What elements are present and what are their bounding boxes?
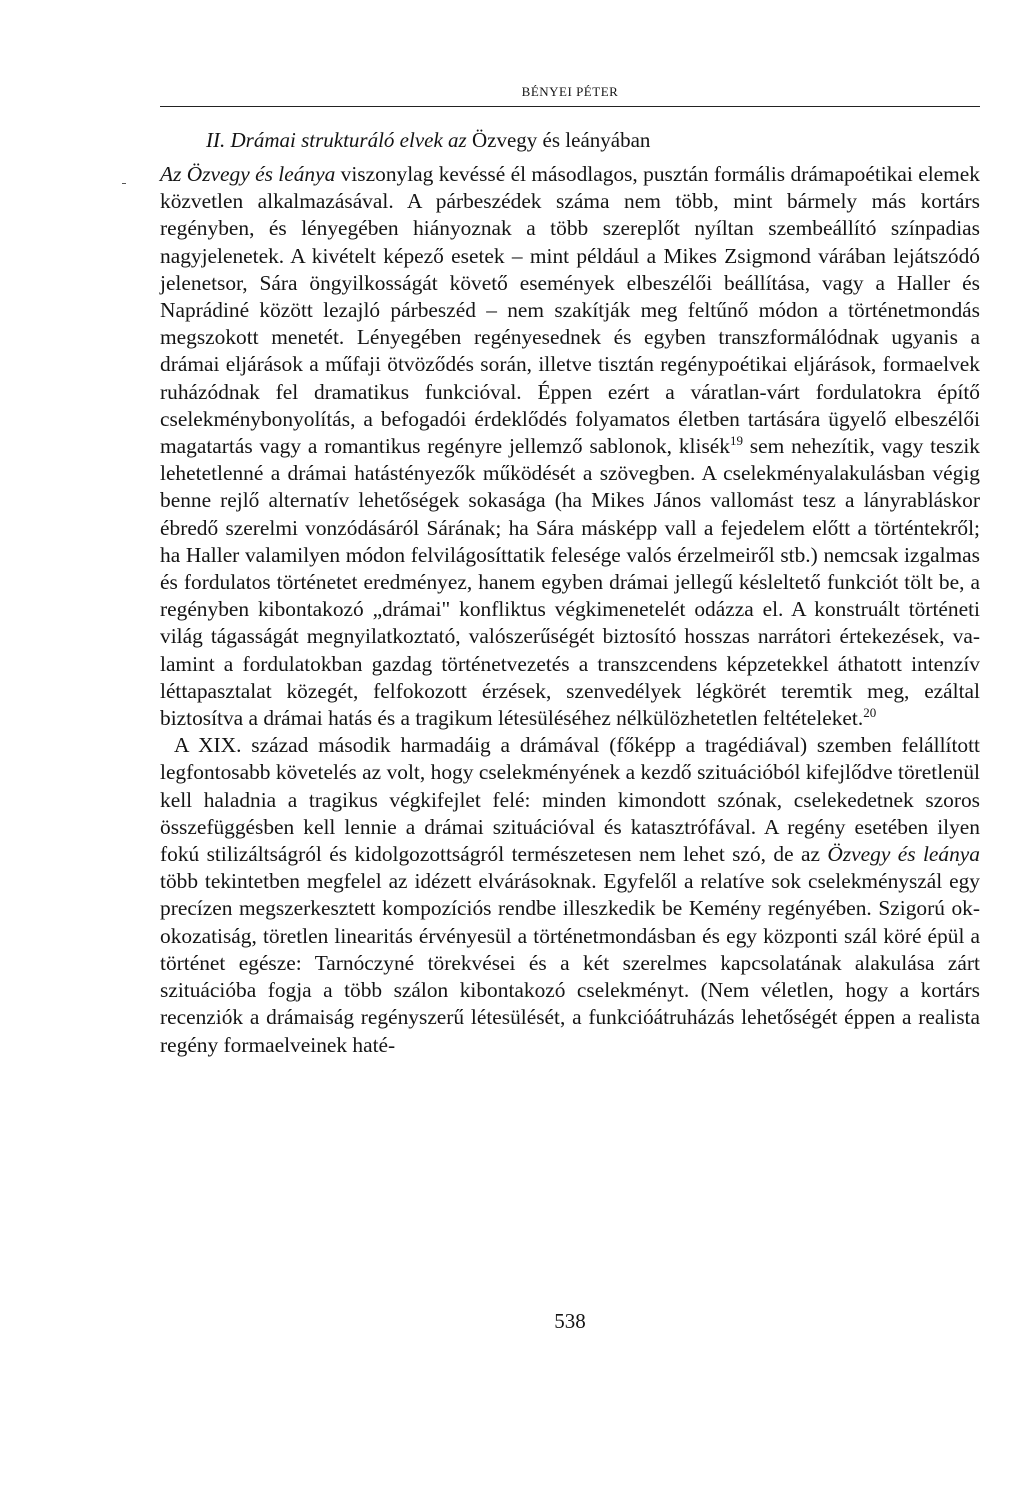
paragraph-1 [160, 161, 980, 732]
section-title-plain: Özvegy és leányában [471, 128, 651, 152]
margin-mark [122, 183, 126, 184]
footnote-ref-19: 19 [729, 432, 743, 448]
paragraph-2-text-b: több tekintetben megfelel az idézett elvárásoknak. Egyfelől a relatíve sok cselekményszál egy precízen megszerkesztett kompozíciós rendbe illeszkedik be Kemény regényében. Szigorú ok-okozatiság, töretlen linearitás érvényesül a történetmondásban és egy központi szál köré épül a történet egésze: Tarnóczyné törekvései és a két szerelmes kapcsolatának alakulása zárt szituációba fogja a több szálon kibontakozó cselekményt. (Nem véletlen, hogy a kortárs recenziók a drámaiság regényszerű létesülését, a funkcióátruházás lehetőségét éppen a realista regény formaelveinek haté- [160, 869, 980, 1057]
paragraph-1-italic-title: Az Özvegy és leánya [160, 162, 336, 186]
paragraph-1-text-a: viszonylag kevéssé él másodlagos, pusztán formális drámapoétikai elemek közvetlen alkalmazásával. A párbeszédek száma nem több, mint bármely más kortárs regényben, és lényegében hiányoznak a több szereplőt nyíltan szembeállító színpadias nagyjelenetek. A kivételt képező esetek – mint például a Mikes Zsigmond várában lejátszódó jelenetsor, Sára öngyilkosságát követő események elbeszélői beállítása, vagy a Haller és Naprádiné között lezajló párbeszéd – nem szakítják meg feltűnő módon a történetmondás megszokott menetét. Lényegében regényesednek és egyben transzformálódnak ugyanis a drámai eljárások a műfaji ötvöződés során, illetve tisztán regénypoétikai eljárások, formaelvek ruházódnak fel dramatikus funkcióval. Éppen ezért a váratlan-várt fordulatokra építő cselekménybonyolítás, a befogadói érdeklődés folyamatos életben tartására ügyelő elbeszélői magatartás vagy a romantikus regényre jellemző sablonok, klisék [160, 162, 980, 459]
paragraph-1-text-b: sem nehezítik, vagy teszik lehetetlenné a drámai hatástényezők működését a szövegben. A cselekményalakulásban végig benne rejlő alternatív lehetőségek sokasága (ha Mikes János vallomást tesz a lányrabláskor ébredő szerelmi vonzódásáról Sárának; ha Sára másképp vall a fejedelem előtt a történtekről; ha Haller valamilyen módon felvilágosíttatik felesége valós érzelmeiről stb.) nemcsak izgalmas és fordulatos történetet eredményez, hanem egyben drámai jellegű késleltető funkciót tölt be, a regényben kibontakozó „drámai" konfliktus végkimenetelét odázza el. A konstruált történeti világ tágasságát megnyilatkoztató, valószerűségét biztosító hosszas narrátori értekezések, valamint a fordulatokban gazdag történetvezetés a transzcendens képzetekkel áthatott intenzív léttapasztalat közegét, felfokozott érzések, szenvedélyek légkörét teremtik meg, ezáltal biztosítva a drámai hatás és a tragikum létesüléséhez nélkülözhetetlen feltételeket. [160, 434, 980, 731]
paragraph-2-italic-title: Özvegy és leánya [827, 842, 980, 867]
footnote-ref-20: 20 [863, 704, 877, 720]
running-head: BÉNYEI PÉTER [521, 84, 619, 99]
body-text [160, 161, 980, 1059]
page [160, 82, 980, 1333]
paragraph-2 [160, 732, 980, 1058]
section-title [160, 125, 980, 155]
section-title-italic: Drámai strukturáló elvek az [230, 128, 467, 152]
header-rule [160, 106, 980, 107]
paragraph-2-text-a: A XIX. század második harmadáig a drámával (főképp a tragédiával) szemben felállított legfontosabb követelés az volt, hogy cselekményének a kezdő szituációból kifejlődve töretlenül kell haladnia a tragikus végkifejlet felé: minden kimondott szónak, cselekedetnek szoros összefüggésben kell lennie a drámai szituációval és katasztrófával. A regény esetében ilyen fokú stilizáltságról és kidolgozottságról természetesen nem lehet szó, de az [160, 733, 980, 867]
page-number: 538 [554, 1309, 586, 1333]
section-numeral: II. [206, 128, 226, 152]
